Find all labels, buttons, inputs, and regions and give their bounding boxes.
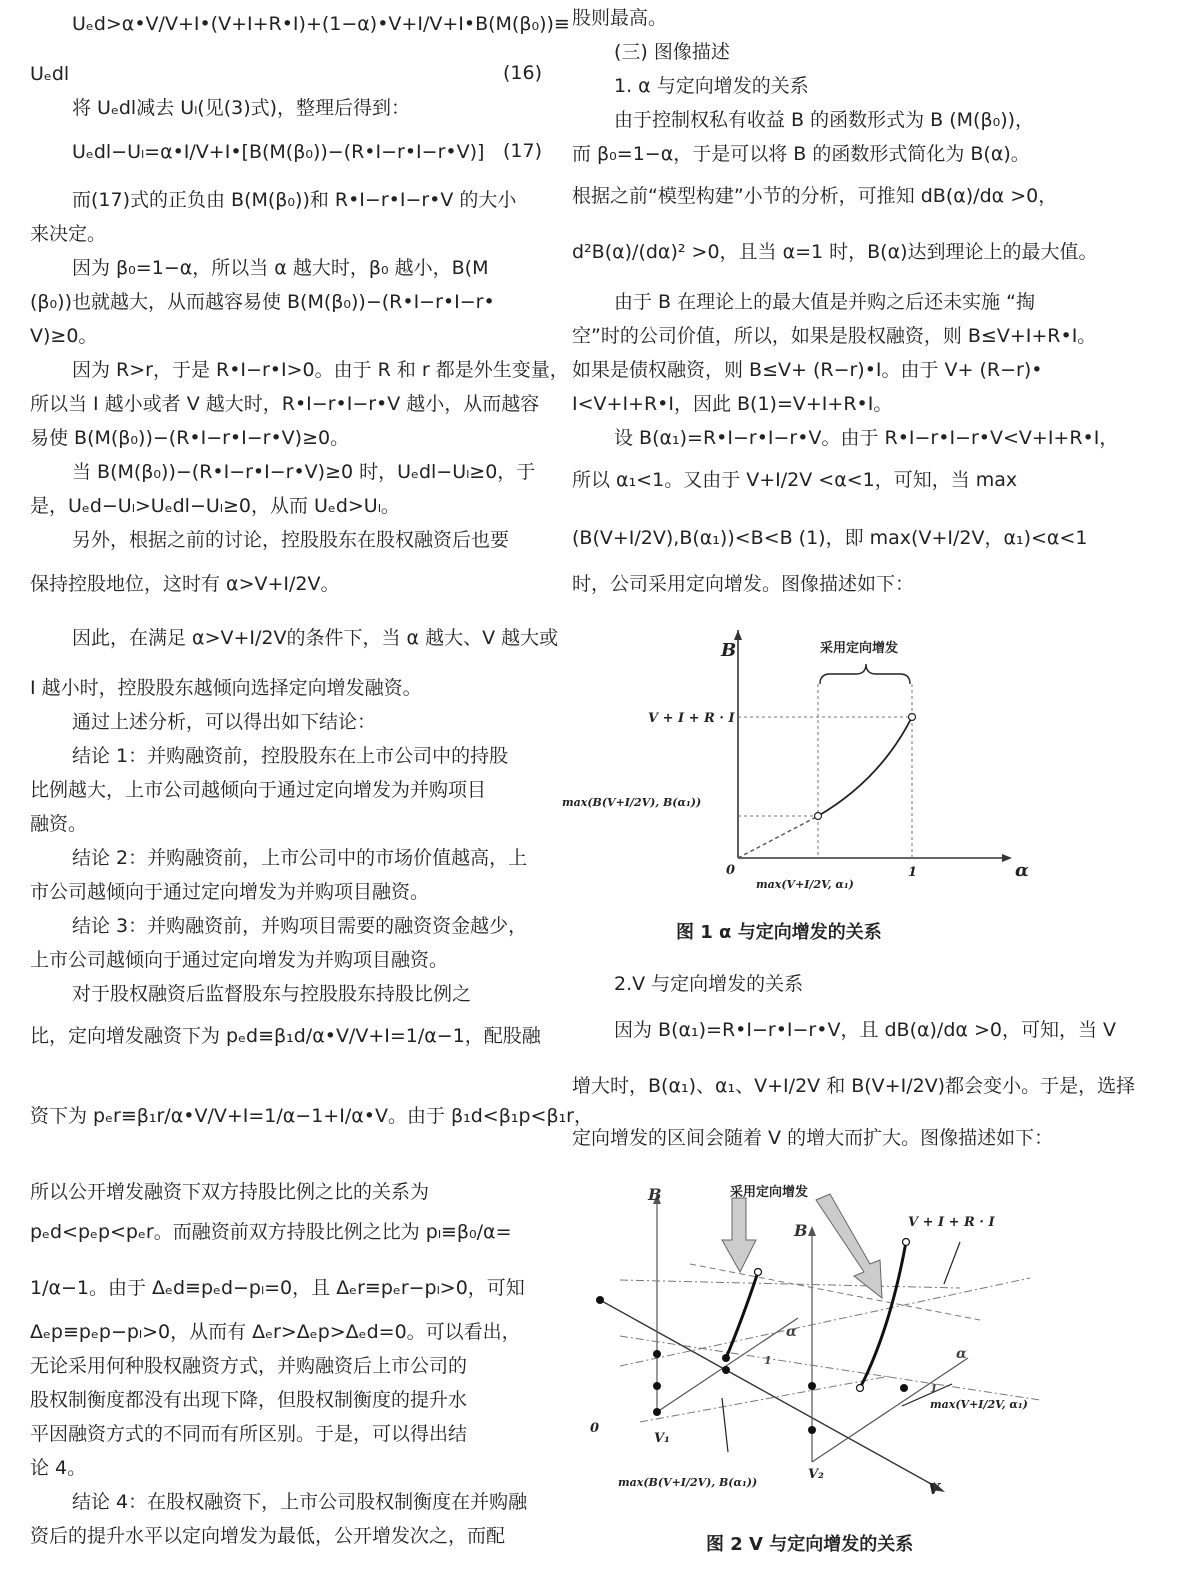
v2-label: V₂ — [808, 1467, 824, 1482]
pointer-arrow — [944, 1242, 960, 1284]
text-line: 而(17)式的正负由 B(M(β₀))和 R•I−r•I−r•V 的大小 — [72, 189, 517, 211]
curve-1 — [726, 1272, 758, 1358]
point — [808, 1426, 816, 1434]
point — [900, 1384, 908, 1392]
curve-2-start — [857, 1385, 864, 1392]
top-label: 采用定向增发 — [730, 1185, 809, 1200]
b-axis-2-arrow — [808, 1226, 816, 1236]
text-line: 由于 B 在理论上的最大值是并购之后还未实施 “掏 — [614, 291, 1035, 313]
text-line: pₑd<pₑp<pₑr。而融资前双方持股比例之比为 pₗ≡β₀/α= — [30, 1221, 512, 1243]
curve-2-end — [903, 1239, 910, 1246]
left-value-label: max(B(V+I/2V), B(α₁)) — [562, 796, 702, 809]
data-points — [596, 1296, 908, 1434]
brace — [820, 664, 910, 684]
max-bottom-label: max(B(V+I/2V), B(α₁)) — [618, 1476, 758, 1489]
text-line: 所以 α₁<1。又由于 V+I/2V <α<1，可知，当 max — [572, 469, 1018, 491]
figure-1 — [560, 630, 1080, 920]
text-line: 增大时，B(α₁)、α₁、V+I/2V 和 B(V+I/2V)都会变小。于是，选择 — [572, 1075, 1136, 1097]
subsection-heading: 2.V 与定向增发的关系 — [614, 973, 804, 995]
text-line: Uₑdl−Uₗ=α•I/V+I•[B(M(β₀))−(R•I−r•I−r•V)] — [72, 141, 485, 163]
figure-1-caption: 图 1 α 与定向增发的关系 — [676, 922, 882, 943]
dashed-curve — [738, 816, 818, 858]
alpha-2-label: α — [956, 1346, 967, 1362]
b-axis-2-label: B — [794, 1221, 808, 1240]
y-axis-label: B — [721, 640, 737, 661]
text-line: 将 Uₑdl减去 Uₗ(见(3)式)，整理后得到： — [72, 97, 411, 119]
guide-line — [620, 1278, 1030, 1366]
max-right-label: max(V+I/2V, α₁) — [930, 1398, 1028, 1411]
text-line: 上市公司越倾向于通过定向增发为并购项目融资。 — [30, 949, 449, 971]
alpha-1-label: α — [786, 1324, 797, 1340]
text-line: 结论 3：并购融资前，并购项目需要的融资资金越少， — [72, 915, 528, 937]
text-line: 而 β₀=1−α，于是可以将 B 的函数形式简化为 B(α)。 — [572, 143, 1030, 165]
text-line: 另外，根据之前的讨论，控股股东在股权融资后也要 — [72, 529, 510, 551]
point — [653, 1382, 661, 1390]
tick-one-label: 1 — [908, 865, 918, 880]
text-line: (β₀))也就越大，从而越容易使 B(M(β₀))−(R•I−r•I−r• — [30, 291, 495, 313]
text-line: 1/α−1。由于 Δₑd≡pₑd−pₗ=0，且 Δₑr≡pₑr−pₗ>0，可知 — [30, 1277, 525, 1299]
text-line: 股则最高。 — [572, 7, 668, 29]
text-line: 无论采用何种股权融资方式，并购融资后上市公司的 — [30, 1355, 468, 1377]
text-line: 结论 4：在股权融资下，上市公司股权制衡度在并购融 — [72, 1491, 528, 1513]
text-line: 对于股权融资后监督股东与控股股东持股比例之 — [72, 983, 472, 1005]
bottom-value-label: max(V+I/2V, α₁) — [756, 878, 854, 891]
text-line: 由于控制权私有收益 B 的函数形式为 B (M(β₀))， — [614, 109, 1035, 131]
text-line: 定向增发的区间会随着 V 的增大而扩大。图像描述如下： — [572, 1127, 1054, 1149]
v-axis-label: V — [928, 1480, 940, 1498]
text-line: 设 B(α₁)=R•I−r•I−r•V。由于 R•I−r•I−r•V<V+I+R•I， — [614, 427, 1119, 449]
top-value-label: V + I + R · I — [648, 711, 735, 726]
text-line: I 越小时，控股股东越倾向选择定向增发融资。 — [30, 677, 422, 699]
tick-one-2: 1 — [930, 1382, 938, 1395]
text-line: 结论 1：并购融资前，控股股东在上市公司中的持股 — [72, 745, 509, 767]
figure-2 — [580, 1180, 1080, 1520]
origin-label: 0 — [590, 1421, 600, 1436]
vir-label: V + I + R · I — [908, 1215, 995, 1230]
equation-number: (16) — [502, 62, 542, 84]
text-line: 因为 B(α₁)=R•I−r•I−r•V，且 dB(α)/dα >0，可知，当 V — [614, 1019, 1117, 1041]
brace-label: 采用定向增发 — [820, 641, 899, 656]
text-line: d²B(α)/(dα)² >0，且当 α=1 时，B(α)达到理论上的最大值。 — [572, 241, 1098, 263]
point — [722, 1366, 730, 1374]
text-line: 因此，在满足 α>V+I/2V的条件下，当 α 越大、V 越大或 — [72, 627, 559, 649]
point — [653, 1350, 661, 1358]
arrow-2-icon — [816, 1194, 882, 1298]
text-line: 根据之前“模型构建”小节的分析，可推知 dB(α)/dα >0， — [572, 185, 1058, 207]
text-line: 是，Uₑd−Uₗ>Uₑdl−Uₗ≥0，从而 Uₑd>Uₗ。 — [30, 495, 400, 517]
text-line: (B(V+I/2V),B(α₁))<B<B (1)，即 max(V+I/2V，α₁)<α<1 — [572, 527, 1088, 549]
text-line: 因为 R>r，于是 R•I−r•I>0。由于 R 和 r 都是外生变量， — [72, 359, 569, 381]
figure-2-caption: 图 2 V 与定向增发的关系 — [706, 1534, 914, 1555]
point — [722, 1354, 730, 1362]
v-axis — [600, 1300, 942, 1490]
guide-line — [690, 1264, 980, 1320]
text-line: 所以当 I 越小或者 V 越大时，R•I−r•I−r•V 越小，从而越容 — [30, 393, 540, 415]
guide-line — [620, 1280, 960, 1288]
text-line: 比，定向增发融资下为 pₑd≡β₁d/α•V/V+I=1/α−1，配股融 — [30, 1025, 541, 1047]
text-line: 平因融资方式的不同而有所区别。于是，可以得出结 — [30, 1423, 468, 1445]
text-line: 如果是债权融资，则 B≤V+ (R−r)•I。由于 V+ (R−r)• — [572, 359, 1043, 381]
point — [808, 1382, 816, 1390]
text-line: 易使 B(M(β₀))−(R•I−r•I−r•V)≥0。 — [30, 427, 350, 449]
x-axis-label: α — [1015, 860, 1029, 881]
origin-label: 0 — [726, 863, 736, 878]
x-axis-arrow — [1002, 854, 1012, 862]
curve-end-point — [909, 714, 916, 721]
text-line: 保持控股地位，这时有 α>V+I/2V。 — [30, 573, 340, 595]
point — [596, 1296, 604, 1304]
v1-label: V₁ — [654, 1431, 670, 1446]
point — [653, 1408, 661, 1416]
text-line: 因为 β₀=1−α，所以当 α 越大时，β₀ 越小，B(M — [72, 257, 489, 279]
text-line: Uₑdl — [30, 63, 70, 85]
text-line: 时，公司采用定向增发。图像描述如下： — [572, 573, 915, 595]
y-axis-arrow — [734, 630, 742, 640]
benefit-curve — [818, 717, 912, 816]
text-line: Δₑp≡pₑp−pₗ>0，从而有 Δₑr>Δₑp>Δₑd=0。可以看出， — [30, 1321, 521, 1343]
text-line: 股权制衡度都没有出现下降，但股权制衡度的提升水 — [30, 1389, 468, 1411]
arrow-1-icon — [722, 1198, 756, 1272]
curve-1-end — [755, 1269, 762, 1276]
text-line: 资后的提升水平以定向增发为最低，公开增发次之，而配 — [30, 1525, 506, 1547]
equation-number: (17) — [502, 140, 542, 162]
subsection-heading: 1. α 与定向增发的关系 — [614, 75, 809, 97]
text-line: V)≥0。 — [30, 325, 98, 347]
text-line: 来决定。 — [30, 223, 107, 245]
text-line: Uₑd>α•V/V+I•(V+I+R•I)+(1−α)•V+I/V+I•B(M(β₀))≡ — [72, 13, 570, 35]
text-line: 当 B(M(β₀))−(R•I−r•I−r•V)≥0 时，Uₑdl−Uₗ≥0，于 — [72, 461, 536, 483]
tick-one-1: 1 — [764, 1354, 772, 1367]
text-line: I<V+I+R•I，因此 B(1)=V+I+R•I。 — [572, 393, 893, 415]
text-line: 资下为 pₑr≡β₁r/α•V/V+I=1/α−1+I/α•V。由于 β₁d<β₁p<β₁r， — [30, 1105, 593, 1127]
text-line: 结论 2：并购融资前，上市公司中的市场价值越高，上 — [72, 847, 528, 869]
text-line: 通过上述分析，可以得出如下结论： — [72, 711, 377, 733]
text-line: 所以公开增发融资下双方持股比例之比的关系为 — [30, 1181, 430, 1203]
text-line: 比例越大，上市公司越倾向于通过定向增发为并购项目 — [30, 779, 487, 801]
text-line: 融资。 — [30, 813, 88, 835]
text-line: 市公司越倾向于通过定向增发为并购项目融资。 — [30, 881, 430, 903]
section-heading: (三) 图像描述 — [614, 41, 730, 63]
text-line: 空”时的公司价值，所以，如果是股权融资，则 B≤V+I+R•I。 — [572, 325, 1097, 347]
text-line: 论 4。 — [30, 1457, 87, 1479]
b-axis-1-label: B — [648, 1185, 662, 1204]
curve-start-point — [815, 813, 822, 820]
